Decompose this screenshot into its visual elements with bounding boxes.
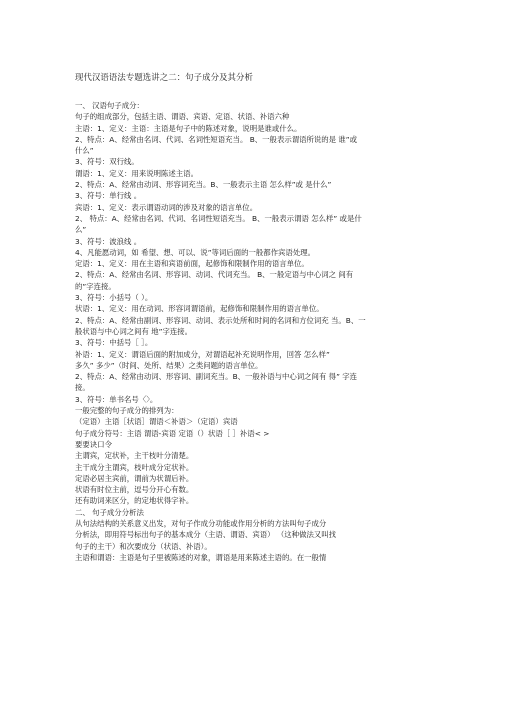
text-line: 3、符号：波浪线 。 (75, 236, 142, 246)
text-line: 句子成分符号：主语 谓语-宾语 定语（）状语［ ］补语< > (75, 428, 270, 438)
text-line: （定语）主语［状语］谓语＜补语＞（定语）宾语 (75, 417, 238, 427)
text-line: 一、 汉语句子成分： (75, 101, 144, 110)
text-line: 定语必居主宾前，谓前为状谓后补。 (75, 473, 194, 483)
text-line: 般状语与中心词之间有 地”字连接。 (75, 326, 193, 336)
text-line: 3、符号：中括号［ ］。 (75, 338, 153, 348)
text-line: 状语有时位主前，逗号分开心有数。 (75, 485, 194, 495)
text-line: 么” (75, 225, 87, 235)
text-line: 补语：1、定义：谓语后面的附加成分，对谓语起补充说明作用，回答 怎么样” (75, 349, 330, 359)
text-line: 3、符号：单书名号〈〉。 (75, 394, 158, 404)
text-line: 一般完整的句子成分的排列为： (75, 406, 179, 416)
text-line: 2、特点：A、经常由副词、形容词、动词、表示处所和时间的名词和方位词充 当。B、一 (75, 315, 366, 325)
text-line: 3、符号：小括号（ ）。 (75, 293, 153, 303)
text-line: 句子的主干）和次要成分（状语、补语）。 (75, 541, 212, 551)
text-line: 2、特点：A、经常由名词、形容词、动词、代词充当。 B、一般定语与中心词之 间有 (75, 270, 354, 280)
text-line: 的”字连接。 (75, 281, 116, 291)
text-line: 要要诀口令 (75, 439, 112, 449)
text-line: 主语和谓语：主语是句子里被陈述的对象，谓语是用来陈述主语的。在一般情 (75, 552, 327, 562)
text-line: 什么” (75, 146, 94, 156)
text-line: 二、 句子成分分析法 (75, 507, 144, 517)
text-line: 分析法，即用符号标出句子的基本成分（主语、谓语、宾语） （这种做法又叫找 (75, 530, 337, 540)
text-line: 句子的组成部分，包括主语、谓语、宾语、定语、状语、补语六种 (75, 112, 290, 122)
text-line: 谓语：1、定义：用来说明陈述主语。 (75, 168, 198, 178)
text-line: 3、符号：单行线 。 (75, 191, 142, 201)
text-line: 2、特点：A、经常由名词、代词、名词性短语充当。 B、一般表示谓语所说的是 谁”或 (75, 134, 358, 144)
document-title: 现代汉语语法专题选讲之二：句子成分及其分析 (75, 72, 253, 82)
text-line: 宾语：1、定义：表示谓语动词的涉及对象的语言单位。 (75, 202, 258, 212)
text-line: 还有助词来区分，的定地状得字补。 (75, 496, 194, 506)
text-line: 4、凡能愿动词，如 希望、想、可以、说”等词后面的一般都作宾语处理。 (75, 247, 315, 257)
text-line: 从句法结构的关系意义出发，对句子作成分功能或作用分析的方法叫句子成分 (75, 518, 327, 528)
text-line: 主谓宾，定状补，主干枝叶分清楚。 (75, 451, 194, 461)
text-line: 状语：1、定义：用在动词、形容词谓语前，起修饰和限制作用的语言单位。 (75, 304, 324, 314)
text-line: 定语：1、定义：用在主语和宾语前面，起修饰和限制作用的语言单位。 (75, 259, 309, 269)
text-line: 主干成分主谓宾，枝叶成分定状补。 (75, 462, 194, 472)
text-line: 2、特点：A、经常由动词、形容词充当。B、一般表示主语 怎么样”或 是什么” (75, 180, 332, 190)
text-line: 主语：1、定义：主语：主语是句子中的陈述对象，说明是谁或什么。 (75, 123, 302, 133)
text-line: 3、符号：双行线。 (75, 157, 139, 167)
text-line: 2、特点：A、经常由动词、形容词、副词充当。B、一般补语与中心词之间有 得” 字连 (75, 372, 358, 382)
text-line: 2、 特点：A、经常由名词、代词、名词性短语充当。 B、一般表示谓语 怎么样” 或是什 (75, 213, 362, 223)
document-body (75, 97, 445, 563)
text-line: 接。 (75, 383, 90, 393)
text-line: 多久” 多少”（时间、处所、结果）之类问题的语言单位。 (75, 360, 263, 370)
